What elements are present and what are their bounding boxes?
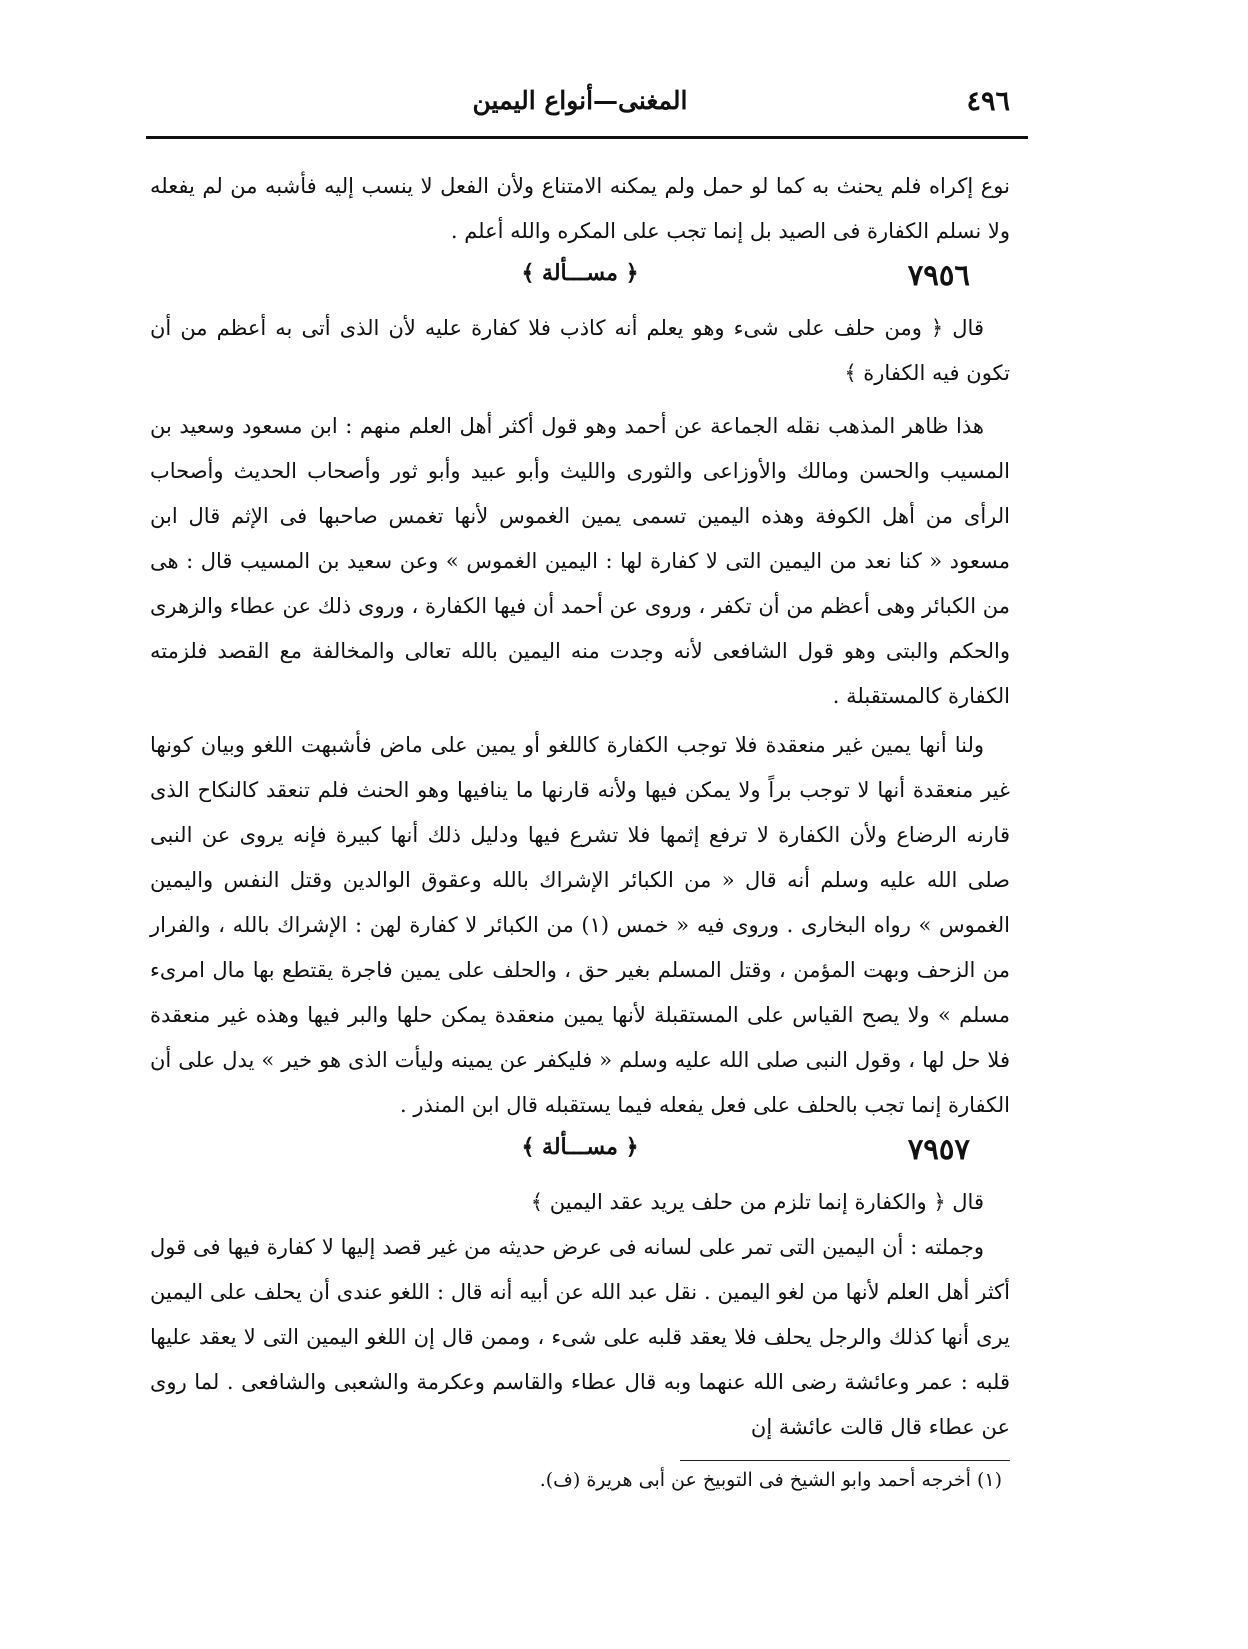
page-number: ٤٩٦ — [966, 86, 1010, 117]
sharh-7956-paragraph-2: ولنا أنها يمين غير منعقدة فلا توجب الكفارة كاللغو أو يمين على ماض فأشبهت اللغو وبيان كونها غير منعقدة أنها لا توجب براً ولا يمكن فيها ولأنه قارنها ما ينافيها وهو الحنث فلم تنعقد كالنكاح الذى قارنه الرضاع ولأن الكفارة لا ترفع إثمها فلا تشرع فيها ودليل ذلك أنها كبيرة فإنه يروى عن النبى صلى الله عليه وسلم أنه قال « من الكبائر الإشراك بالله وعقوق الوالدين وقتل النفس واليمين الغموس » رواه البخارى . وروى فيه « خمس (١) من الكبائر لا كفارة لهن : الإشراك بالله ، والفرار من الزحف وبهت المؤمن ، وقتل المسلم بغير حق ، والحلف على يمين فاجرة يقتطع بها مال امرىء مسلم » ولا يصح القياس على المستقبلة لأنها يمين منعقدة يمكن حلها والبر فيها وهذه غير منعقدة فلا حل لها ، وقول النبى صلى الله عليه وسلم « فليكفر عن يمينه وليأت الذى هو خير » يدل على أن الكفارة إنما تجب بالحلف على فعل يفعله فيما يستقبله قال ابن المنذر . — [150, 733, 1010, 1117]
sharh-7957-paragraph-1: وجملته : أن اليمين التى تمر على لسانه فى عرض حديثه من غير قصد إليها لا كفارة فيها فى قول أكثر أهل العلم لأنها من لغو اليمين . نقل عبد الله عن أبيه أنه قال : اللغو عندى أن يحلف على اليمين يرى أنها كذلك والرجل يحلف فلا يعقد قلبه على شىء ، وممن قال إن اللغو اليمين التى لا يعقد عليها قلبه : عمر وعائشة رضى الله عنهما وبه قال عطاء والقاسم وعكرمة والشعبى والشافعى . لما روى عن عطاء قال قالت عائشة إن — [150, 1235, 1010, 1439]
matn-7957: قال ﴿ والكفارة إنما تلزم من حلف يريد عقد اليمين ﴾ — [530, 1190, 984, 1214]
top-paragraph: نوع إكراه فلم يحنث به كما لو حمل ولم يمكنه الامتناع ولأن الفعل لا ينسب إليه فأشبه من لم يفعله ولا نسلم الكفارة فى الصيد بل إنما تجب على المكره والله أعلم . — [150, 174, 1010, 243]
masala-label: ﴿ مســـألة ﴾ — [521, 260, 639, 286]
page-header — [150, 78, 1010, 130]
masala-number: ٧٩٥٦ — [907, 258, 970, 292]
header-rule — [146, 136, 1028, 139]
masala-heading-7956 — [150, 256, 1010, 302]
page-body — [150, 164, 1010, 1499]
book-page — [150, 78, 1010, 1598]
footnote: (١) أخرجه أحمد وابو الشيخ فى التوبيخ عن أبى هريرة (ف). — [539, 1469, 1002, 1491]
matn-7956: قال ﴿ ومن حلف على شىء وهو يعلم أنه كاذب فلا كفارة عليه لأن الذى أتى به أعظم من أن تكون فيه الكفارة ﴾ — [150, 316, 1010, 385]
sharh-7956-paragraph-1: هذا ظاهر المذهب نقله الجماعة عن أحمد وهو قول أكثر أهل العلم منهم : ابن مسعود وسعيد بن المسيب والحسن ومالك والأوزاعى والثورى والليث وأبو عبيد وأبو ثور وأصحاب الحديث وأصحاب الرأى من أهل الكوفة وهذه اليمين تسمى يمين الغموس لأنها تغمس صاحبها فى الإثم قال ابن مسعود « كنا نعد من اليمين التى لا كفارة لها : اليمين الغموس » وعن سعيد بن المسيب قال : هى من الكبائر وهى أعظم من أن تكفر ، وروى عن أحمد أن فيها الكفارة ، وروى ذلك عن عطاء والزهرى والحكم والبتى وهو قول الشافعى لأنه وجدت منه اليمين بالله تعالى والمخالفة مع القصد فلزمته الكفارة كالمستقبلة . — [150, 414, 1010, 708]
masala-number: ٧٩٥٧ — [907, 1132, 970, 1166]
masala-heading-7957 — [150, 1130, 1010, 1176]
running-title: المغنى—أنواع اليمين — [472, 86, 688, 115]
masala-label: ﴿ مســـألة ﴾ — [521, 1134, 639, 1160]
